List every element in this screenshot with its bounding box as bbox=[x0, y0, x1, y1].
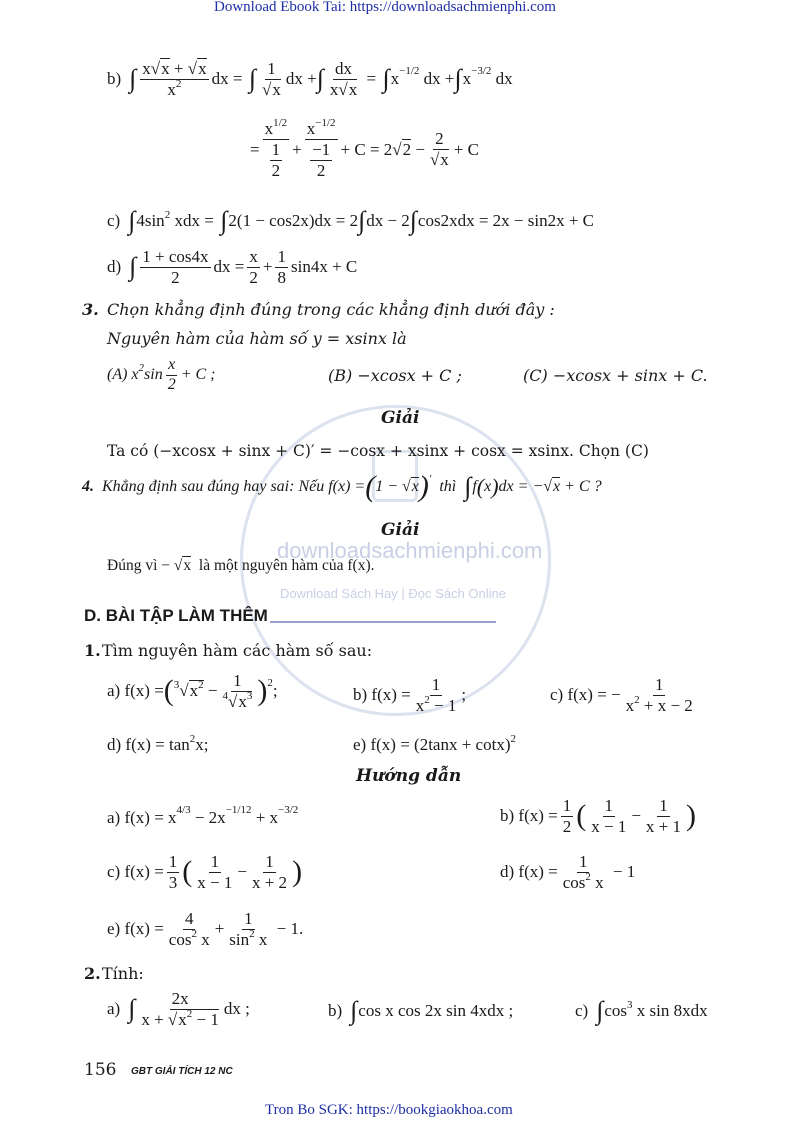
problem3-number: 3. bbox=[82, 300, 99, 319]
watermark-text: downloadsachmienphi.com bbox=[277, 538, 543, 563]
problem3-prompt2: Nguyên hàm của hàm số y = xsinx là bbox=[107, 329, 407, 348]
watermark-tagline: Download Sách Hay | Đọc Sách Online bbox=[280, 586, 506, 601]
ex2-a: a) ∫ $\frac{2x}{x + √x^2 - 1}$ dx ; bbox=[107, 989, 250, 1029]
header-link[interactable]: Download Ebook Tai: https://downloadsachmienphi.com bbox=[214, 0, 556, 15]
problem3-option-c: (C) −xcosx + sinx + C. bbox=[523, 366, 708, 385]
formula-b-line1: b) ∫ $\frac{x√x + √x}{x^2}$ dx = ∫ $\frac{1}{√x}$ dx + ∫ $\frac{dx}{x√x}$ = ∫ x −1/2 dx + ∫ x −3/2 dx bbox=[107, 59, 513, 99]
problem3-option-b: (B) −xcosx + C ; bbox=[328, 366, 462, 385]
problem4-statement: 4. Khẳng định sau đúng hay sai: Nếu f(x) = ( 1 − √x ) ′ thì ∫ f ( x ) dx = −√x + C ? bbox=[82, 470, 602, 503]
guide-c: c) f(x) = $\frac{1}{3}$ ( $\frac{1}{x - 1}$ − $\frac{1}{x + 2}$ ) bbox=[107, 852, 303, 892]
formula-d: d) ∫ $\frac{1 + \cos 4x}{2}$ dx = $\frac{x}{2}$ + $\frac{1}{8}$ sin4x + C bbox=[107, 247, 358, 287]
ex1-a: a) f(x) = ( $^3√x^2$ − $\frac{1}{^4√x^3}$ ) 2 ; bbox=[107, 671, 278, 711]
page-number: 156 bbox=[84, 1060, 117, 1080]
running-title: GBT GIẢI TÍCH 12 NC bbox=[131, 1066, 233, 1077]
problem3-solution: Ta có (−xcosx + sinx + C)′ = −cosx + xsinx + cosx = xsinx. Chọn (C) bbox=[107, 442, 649, 460]
ex1-c: c) f(x) = − $\frac{1}{x^2 + x - 2}$ bbox=[550, 675, 693, 715]
guide-b: b) f(x) = $\frac{1}{2}$ ( $\frac{1}{x - 1}$ − $\frac{1}{x + 1}$ ) bbox=[500, 796, 697, 836]
ex2-c: c) ∫ $\cos^3 x$ sin 8xdx bbox=[575, 996, 708, 1025]
problem4-solution-heading: Giải bbox=[381, 520, 420, 540]
guide-d: d) f(x) = $\frac{1}{\cos^2 x}$ − 1 bbox=[500, 852, 636, 892]
guide-a: a) f(x) = x 4/3 − 2x −1/12 + x −3/2 bbox=[107, 804, 299, 827]
problem3-prompt: Chọn khẳng định đúng trong các khẳng định dưới đây : bbox=[107, 300, 555, 319]
ex1-e: e) $f(x) = (2\tan x + \cot x)^2$ bbox=[353, 733, 516, 754]
problem3-solution-heading: Giải bbox=[381, 408, 420, 428]
formula-c: c) ∫ $4\sin^2$ xdx = ∫ 2(1 − cos2x)dx = 2 ∫ dx − 2 ∫ cos2xdx = 2x − sin2x + C bbox=[107, 206, 595, 235]
section-d-title: D. BÀI TẬP LÀM THÊM bbox=[84, 606, 268, 625]
ex2-b: b) ∫ cos x cos 2x sin 4xdx ; bbox=[328, 996, 514, 1025]
ex1-number: 1. bbox=[84, 641, 101, 660]
problem4-solution: Đúng vì − √x là một nguyên hàm của f(x). bbox=[107, 557, 375, 574]
guide-heading: Hướng dẫn bbox=[356, 766, 462, 786]
section-d-underline bbox=[270, 621, 496, 623]
ex2-prompt: Tính: bbox=[102, 964, 144, 983]
problem3-option-a: (A) $x^2\sin$ $\frac{x}{2}$ + C ; bbox=[107, 356, 216, 393]
footer-link[interactable]: Tron Bo SGK: https://bookgiaokhoa.com bbox=[265, 1102, 513, 1118]
ex1-prompt: Tìm nguyên hàm các hàm số sau: bbox=[102, 641, 373, 660]
formula-b-line2: = $\frac{x^{1/2}}{\frac{1}{2}}$ + $\frac{x^{-1/2}}{\frac{-1}{2}}$ + C = 2√2 − $\frac{2}{√x}$ + C bbox=[250, 117, 479, 180]
ex1-d: d) $f(x) = \tan^2x$; bbox=[107, 733, 209, 754]
ex1-b: b) f(x) = $\frac{1}{x^2 - 1}$ ; bbox=[353, 675, 467, 715]
guide-e: e) f(x) = $\frac{4}{\cos^2 x}$ + $\frac{1}{\sin^2 x}$ − 1. bbox=[107, 909, 304, 949]
ex2-number: 2. bbox=[84, 964, 101, 983]
